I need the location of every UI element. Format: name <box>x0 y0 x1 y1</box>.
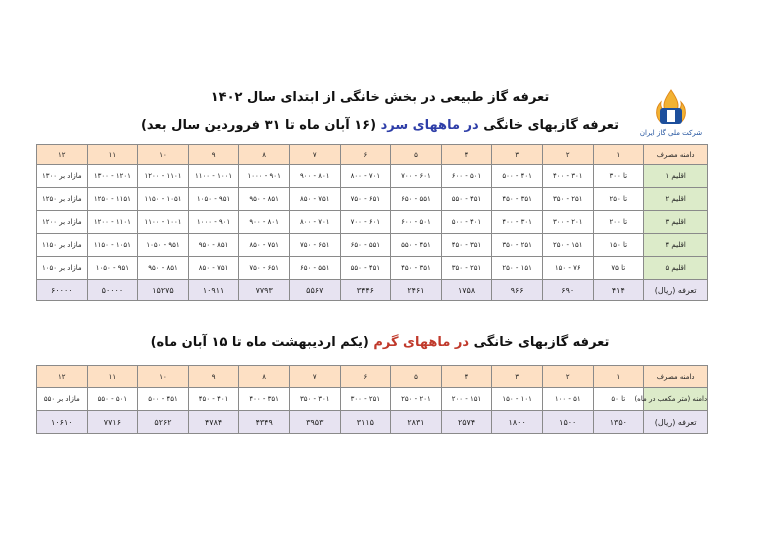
range-cell: ۸۰۱ - ۹۰۰ <box>289 165 340 188</box>
step-header-cell: ۱ <box>593 145 644 165</box>
range-cell: ۲۵۱ - ۳۵۰ <box>441 257 492 280</box>
step-header-cell: ۱۱ <box>87 366 138 388</box>
table-row <box>37 211 708 234</box>
range-cell: ۱۰۱ - ۱۵۰ <box>492 388 543 411</box>
step-header-cell: ۱۱ <box>87 145 138 165</box>
range-cell: ۴۵۱ - ۵۰۰ <box>138 388 189 411</box>
range-cell: ۴۵۱ - ۵۵۰ <box>340 257 391 280</box>
price-cell: ۴۷۸۴ <box>188 411 239 434</box>
range-cell: ۲۵۱ - ۳۰۰ <box>340 388 391 411</box>
warm-title-before: تعرفه گازبهای خانگی <box>473 335 610 350</box>
range-cell: مازاد بر ۱۲۰۰ <box>37 211 88 234</box>
step-header-cell: ۱۲ <box>37 366 88 388</box>
range-cell: ۳۵۱ - ۴۵۰ <box>391 257 442 280</box>
range-cell: ۳۰۱ - ۴۰۰ <box>492 211 543 234</box>
price-cell: ۲۴۶۱ <box>391 280 442 301</box>
range-cell: تا ۷۵ <box>593 257 644 280</box>
step-header-cell: ۱۰ <box>138 145 189 165</box>
step-header-cell: ۶ <box>340 366 391 388</box>
price-cell: ۹۶۶ <box>492 280 543 301</box>
step-header-cell: ۴ <box>441 366 492 388</box>
price-cell: ۴۳۴۹ <box>239 411 290 434</box>
range-cell: ۵۰۱ - ۶۰۰ <box>441 165 492 188</box>
range-cell: ۲۵۱ - ۳۵۰ <box>542 188 593 211</box>
table-row <box>37 165 708 188</box>
range-cell: مازاد بر ۱۱۵۰ <box>37 234 88 257</box>
step-header-cell: ۵ <box>391 145 442 165</box>
climate-label-cell: اقلیم ۵ <box>644 257 708 280</box>
step-header-cell: ۹ <box>188 145 239 165</box>
price-cell: ۳۴۴۶ <box>340 280 391 301</box>
warm-season-title <box>120 335 640 350</box>
range-cell: مازاد بر ۱۰۵۰ <box>37 257 88 280</box>
range-cell: ۵۱ - ۱۰۰ <box>542 388 593 411</box>
table-row <box>37 388 708 411</box>
range-cell: ۹۰۱ - ۱۰۰۰ <box>239 165 290 188</box>
range-cell: ۷۵۱ - ۸۵۰ <box>188 257 239 280</box>
step-header-cell: ۸ <box>239 366 290 388</box>
range-cell: ۵۵۱ - ۶۵۰ <box>289 257 340 280</box>
cold-title-before: تعرفه گازبهای خانگی <box>483 118 620 133</box>
range-cell: ۱۲۰۱ - ۱۳۰۰ <box>87 165 138 188</box>
step-header-cell: ۳ <box>492 145 543 165</box>
range-cell: ۹۵۱ - ۱۰۵۰ <box>87 257 138 280</box>
range-cell: تا ۵۰ <box>593 388 644 411</box>
range-cell: ۸۵۱ - ۹۵۰ <box>138 257 189 280</box>
cold-season-title <box>120 118 640 133</box>
range-cell: ۱۰۰۱ - ۱۱۰۰ <box>188 165 239 188</box>
range-cell: ۱۵۱ - ۲۰۰ <box>441 388 492 411</box>
range-cell: ۶۵۱ - ۷۵۰ <box>239 257 290 280</box>
step-header-cell: ۷ <box>289 145 340 165</box>
range-label-cell: دامنه (متر مکعب در ماه) <box>644 388 708 411</box>
nigc-flame-logo-icon <box>640 86 702 138</box>
price-cell: ۱۷۵۸ <box>441 280 492 301</box>
range-cell: ۱۱۰۱ - ۱۲۰۰ <box>138 165 189 188</box>
range-cell: ۹۵۱ - ۱۰۵۰ <box>188 188 239 211</box>
cold-tariff-table <box>36 144 708 301</box>
step-header-cell: ۱۰ <box>138 366 189 388</box>
range-cell: ۳۵۱ - ۴۰۰ <box>239 388 290 411</box>
step-header-cell: ۲ <box>542 366 593 388</box>
price-cell: ۳۹۵۳ <box>289 411 340 434</box>
price-cell: ۱۳۵۰ <box>593 411 644 434</box>
range-cell: ۷۰۱ - ۸۰۰ <box>340 165 391 188</box>
price-cell: ۱۰۶۱۰ <box>37 411 88 434</box>
price-cell: ۱۸۰۰ <box>492 411 543 434</box>
price-cell: ۲۸۳۱ <box>391 411 442 434</box>
range-cell: ۶۵۱ - ۷۵۰ <box>289 234 340 257</box>
step-header-cell: ۵ <box>391 366 442 388</box>
range-cell: ۷۰۱ - ۸۰۰ <box>289 211 340 234</box>
range-cell: تا ۲۰۰ <box>593 211 644 234</box>
price-cell: ۵۰۰۰۰ <box>87 280 138 301</box>
range-cell: ۱۵۱ - ۲۵۰ <box>542 234 593 257</box>
price-cell: ۵۵۶۷ <box>289 280 340 301</box>
range-cell: ۵۵۱ - ۶۵۰ <box>340 234 391 257</box>
climate-label-cell: اقلیم ۲ <box>644 188 708 211</box>
header-label-cell: دامنه مصرف <box>644 366 708 388</box>
company-logo <box>640 86 702 138</box>
range-cell: ۶۵۱ - ۷۵۰ <box>340 188 391 211</box>
table-header-row <box>37 366 708 388</box>
range-cell: ۷۵۱ - ۸۵۰ <box>239 234 290 257</box>
warm-tariff-table <box>36 365 708 434</box>
step-header-cell: ۳ <box>492 366 543 388</box>
table-row <box>37 188 708 211</box>
logo-text: شرکت ملی گاز ایران <box>639 129 703 137</box>
step-header-cell: ۷ <box>289 366 340 388</box>
range-cell: ۴۰۱ - ۵۰۰ <box>441 211 492 234</box>
warm-title-highlight: در ماههای گرم <box>373 335 470 350</box>
warm-title-after: (یکم اردیبهشت ماه تا ۱۵ آبان ماه) <box>150 335 369 350</box>
price-cell: ۴۱۴ <box>593 280 644 301</box>
step-header-cell: ۲ <box>542 145 593 165</box>
range-cell: ۳۵۱ - ۴۵۰ <box>492 188 543 211</box>
range-cell: ۶۰۱ - ۷۰۰ <box>391 165 442 188</box>
range-cell: ۲۰۱ - ۳۰۰ <box>542 211 593 234</box>
range-cell: ۲۵۱ - ۳۵۰ <box>492 234 543 257</box>
range-cell: ۱۰۰۱ - ۱۱۰۰ <box>138 211 189 234</box>
price-row <box>37 411 708 434</box>
step-header-cell: ۴ <box>441 145 492 165</box>
price-cell: ۱۵۰۰ <box>542 411 593 434</box>
range-cell: مازاد بر ۱۳۰۰ <box>37 165 88 188</box>
price-cell: ۱۵۲۷۵ <box>138 280 189 301</box>
price-cell: ۳۱۱۵ <box>340 411 391 434</box>
range-cell: ۳۰۱ - ۴۰۰ <box>542 165 593 188</box>
table-row <box>37 234 708 257</box>
range-cell: ۸۵۱ - ۹۵۰ <box>239 188 290 211</box>
range-cell: ۸۰۱ - ۹۰۰ <box>239 211 290 234</box>
step-header-cell: ۱۲ <box>37 145 88 165</box>
range-cell: ۵۵۱ - ۶۵۰ <box>391 188 442 211</box>
range-cell: مازاد بر ۵۵۰ <box>37 388 88 411</box>
range-cell: ۴۰۱ - ۴۵۰ <box>188 388 239 411</box>
range-cell: ۱۰۵۱ - ۱۱۵۰ <box>138 188 189 211</box>
range-cell: ۲۰۱ - ۲۵۰ <box>391 388 442 411</box>
range-cell: ۱۵۱ - ۲۵۰ <box>492 257 543 280</box>
price-row <box>37 280 708 301</box>
range-cell: ۷۶ - ۱۵۰ <box>542 257 593 280</box>
page-title: تعرفه گاز طبیعی در بخش خانگی از ابتدای سال ۱۴۰۲ <box>210 90 550 105</box>
price-label-cell: تعرفه (ریال) <box>644 411 708 434</box>
range-cell: تا ۱۵۰ <box>593 234 644 257</box>
range-cell: ۱۰۵۱ - ۱۱۵۰ <box>87 234 138 257</box>
range-cell: ۴۵۱ - ۵۵۰ <box>441 188 492 211</box>
range-cell: ۵۰۱ - ۶۰۰ <box>391 211 442 234</box>
range-cell: ۳۵۱ - ۴۵۰ <box>441 234 492 257</box>
range-cell: ۴۰۱ - ۵۰۰ <box>492 165 543 188</box>
header-label-cell: دامنه مصرف <box>644 145 708 165</box>
step-header-cell: ۹ <box>188 366 239 388</box>
climate-label-cell: اقلیم ۴ <box>644 234 708 257</box>
price-cell: ۷۷۱۶ <box>87 411 138 434</box>
range-cell: ۷۵۱ - ۸۵۰ <box>289 188 340 211</box>
step-header-cell: ۶ <box>340 145 391 165</box>
price-cell: ۱۰۹۱۱ <box>188 280 239 301</box>
step-header-cell: ۸ <box>239 145 290 165</box>
range-cell: ۴۵۱ - ۵۵۰ <box>391 234 442 257</box>
range-cell: مازاد بر ۱۲۵۰ <box>37 188 88 211</box>
cold-title-highlight: در ماههای سرد <box>380 118 479 133</box>
range-cell: ۸۵۱ - ۹۵۰ <box>188 234 239 257</box>
range-cell: تا ۳۰۰ <box>593 165 644 188</box>
price-cell: ۶۹۰ <box>542 280 593 301</box>
price-cell: ۷۷۹۳ <box>239 280 290 301</box>
range-cell: ۱۱۵۱ - ۱۲۵۰ <box>87 188 138 211</box>
range-cell: ۱۱۰۱ - ۱۲۰۰ <box>87 211 138 234</box>
price-cell: ۲۵۷۴ <box>441 411 492 434</box>
range-cell: تا ۲۵۰ <box>593 188 644 211</box>
cold-title-after: (۱۶ آبان ماه تا ۳۱ فروردین سال بعد) <box>140 118 377 133</box>
range-cell: ۳۰۱ - ۳۵۰ <box>289 388 340 411</box>
range-cell: ۹۰۱ - ۱۰۰۰ <box>188 211 239 234</box>
table-row <box>37 257 708 280</box>
table-header-row <box>37 145 708 165</box>
price-cell: ۵۲۶۲ <box>138 411 189 434</box>
price-cell: ۶۰۰۰۰ <box>37 280 88 301</box>
climate-label-cell: اقلیم ۳ <box>644 211 708 234</box>
climate-label-cell: اقلیم ۱ <box>644 165 708 188</box>
price-label-cell: تعرفه (ریال) <box>644 280 708 301</box>
step-header-cell: ۱ <box>593 366 644 388</box>
range-cell: ۹۵۱ - ۱۰۵۰ <box>138 234 189 257</box>
range-cell: ۵۰۱ - ۵۵۰ <box>87 388 138 411</box>
range-cell: ۶۰۱ - ۷۰۰ <box>340 211 391 234</box>
